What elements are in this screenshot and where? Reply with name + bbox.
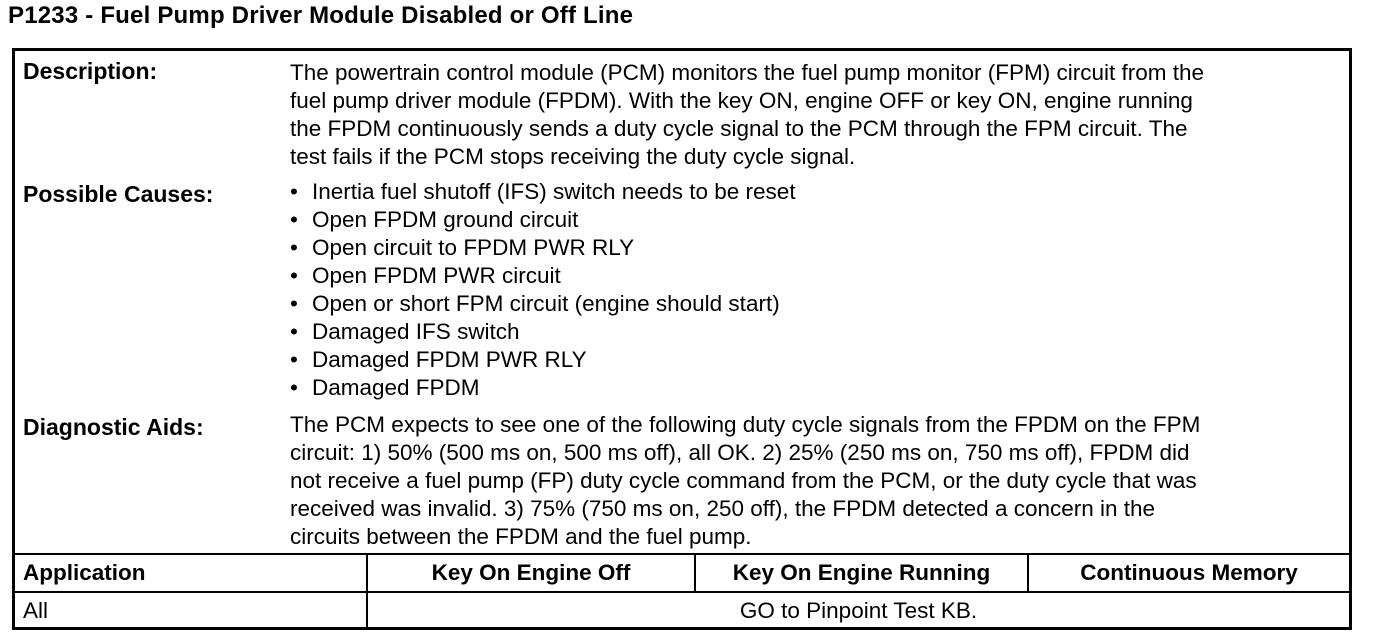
diagnostic-aids-line: not receive a fuel pump (FP) duty cycle command from the PCM, or the duty cycle that was <box>290 468 1197 493</box>
description-line: fuel pump driver module (FPDM). With the key ON, engine OFF or key ON, engine running <box>290 88 1193 113</box>
diagnostic-aids-line: circuit: 1) 50% (500 ms on, 500 ms off), all OK. 2) 25% (250 ms on, 750 ms off), FPDM did <box>290 440 1190 465</box>
description-label: Description: <box>23 58 158 84</box>
description-line: The powertrain control module (PCM) monitors the fuel pump monitor (FPM) circuit from the <box>290 60 1205 85</box>
description-text <box>290 59 1340 171</box>
dtc-info-box <box>12 48 1352 630</box>
description-line: test fails if the PCM stops receiving the duty cycle signal. <box>290 144 856 169</box>
cause-item: • Open FPDM PWR circuit <box>290 262 796 290</box>
diagnostic-aids-line: The PCM expects to see one of the following duty cycle signals from the FPDM on the FPM <box>290 412 1201 437</box>
table-row <box>15 592 1349 629</box>
possible-causes-label: Possible Causes: <box>23 181 214 207</box>
cause-item: • Open FPDM ground circuit <box>290 206 796 234</box>
page-title: P1233 - Fuel Pump Driver Module Disabled or Off Line <box>8 2 634 29</box>
diagnostic-aids-label: Diagnostic Aids: <box>23 414 204 440</box>
continuous-memory-header: Continuous Memory <box>1028 554 1349 592</box>
possible-causes-list <box>290 178 796 402</box>
cause-item: • Inertia fuel shutoff (IFS) switch needs to be reset <box>290 178 796 206</box>
key-on-engine-off-header: Key On Engine Off <box>367 554 695 592</box>
application-table <box>15 553 1349 629</box>
cause-item: • Damaged FPDM <box>290 374 796 402</box>
diagnostic-aids-line: circuits between the FPDM and the fuel pump. <box>290 524 752 549</box>
cause-item: • Damaged IFS switch <box>290 318 796 346</box>
application-value: All <box>15 592 367 629</box>
application-header: Application <box>15 554 367 592</box>
diagnostic-aids-line: received was invalid. 3) 75% (750 ms on, 250 off), the FPDM detected a concern in the <box>290 496 1156 521</box>
key-on-engine-running-header: Key On Engine Running <box>695 554 1028 592</box>
cause-item: • Open or short FPM circuit (engine should start) <box>290 290 796 318</box>
cause-item: • Open circuit to FPDM PWR RLY <box>290 234 796 262</box>
cause-item: • Damaged FPDM PWR RLY <box>290 346 796 374</box>
description-line: the FPDM continuously sends a duty cycle signal to the PCM through the FPM circuit. The <box>290 116 1188 141</box>
application-header-row <box>15 554 1349 592</box>
diagnostic-aids-text <box>290 411 1340 551</box>
pinpoint-test-action: GO to Pinpoint Test KB. <box>367 592 1349 629</box>
